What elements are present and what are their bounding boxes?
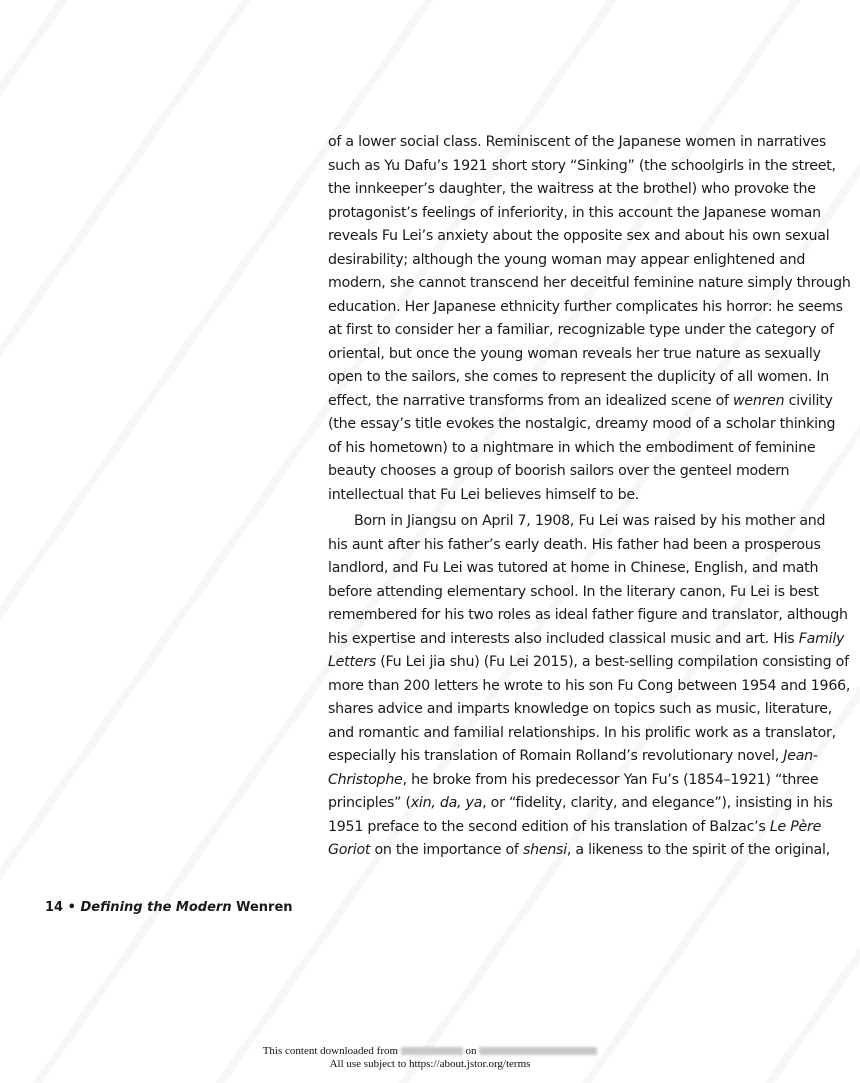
book-title-roman: Wenren	[236, 900, 293, 915]
text-line	[328, 390, 833, 414]
italic-term: Family	[798, 630, 845, 647]
text-line	[328, 202, 821, 226]
text-line	[328, 792, 833, 816]
italic-term: Christophe	[328, 771, 403, 788]
text-run: principles” (	[328, 795, 411, 811]
text-run: on the importance of	[370, 842, 523, 858]
text-line	[328, 557, 819, 581]
text-line	[328, 319, 834, 343]
text-line	[328, 272, 851, 296]
text-run: (the essay’s title evokes the nostalgic, dreamy mood of a scholar thinking	[328, 416, 836, 432]
italic-term: Jean-	[783, 748, 818, 764]
italic-term: xin, da, ya	[410, 795, 483, 811]
text-run: open to the sailors, she comes to represent the duplicity of all women. In	[328, 369, 830, 385]
text-run: beauty chooses a group of boorish sailors over the genteel modern	[328, 463, 790, 479]
text-run: education. Her Japanese ethnicity further complicates his horror: he seems	[328, 298, 843, 315]
text-line	[328, 722, 836, 746]
text-run: intellectual that Fu Lei believes himself to be.	[328, 486, 640, 503]
text-line	[328, 296, 843, 320]
text-run: his expertise and interests also included classical music and art. His	[328, 630, 799, 647]
text-line	[328, 460, 790, 484]
text-run: especially his translation of Romain Rolland’s revolutionary novel,	[328, 748, 784, 764]
book-title-italic: Defining the Modern	[80, 900, 232, 915]
text-line	[328, 131, 827, 155]
text-line	[328, 581, 819, 605]
download-on: on	[465, 1045, 477, 1057]
text-line	[328, 366, 830, 390]
terms-line: All use subject to https://about.jstor.org/terms	[329, 1058, 531, 1070]
text-run: his aunt after his father’s early death. His father had been a prosperous	[328, 536, 821, 553]
download-prefix: This content downloaded from	[262, 1045, 399, 1057]
text-line	[328, 343, 821, 367]
text-line	[328, 510, 826, 534]
paragraph	[328, 510, 851, 863]
paragraph	[328, 131, 851, 507]
text-run: the innkeeper’s daughter, the waitress at the brothel) who provoke the	[328, 181, 816, 197]
text-run: reveals Fu Lei’s anxiety about the opposite sex and about his own sexual	[328, 228, 830, 244]
text-line	[328, 413, 836, 437]
page-number: 14	[45, 900, 64, 915]
text-line	[328, 839, 830, 863]
text-line	[328, 178, 816, 202]
text-run: of a lower social class. Reminiscent of the Japanese women in narratives	[328, 134, 827, 150]
text-line	[328, 675, 851, 699]
italic-term: Le Père	[769, 818, 822, 835]
text-run: before attending elementary school. In the literary canon, Fu Lei is best	[328, 583, 819, 600]
text-run: , or “fidelity, clarity, and elegance”), insisting in his	[482, 795, 833, 811]
text-line	[328, 816, 822, 840]
text-line	[328, 745, 818, 769]
text-run: such as Yu Dafu’s 1921 short story “Sinking” (the schoolgirls in the street,	[328, 157, 836, 174]
text-run: desirability; although the young woman may appear enlightened and	[328, 251, 806, 268]
text-line	[328, 698, 833, 722]
text-run: Born in Jiangsu on April 7, 1908, Fu Lei was raised by his mother and	[354, 513, 826, 529]
text-run: effect, the narrative transforms from an idealized scene of	[328, 392, 734, 409]
italic-term: wenren	[733, 392, 785, 409]
text-run: of his hometown) to a nightmare in which the embodiment of feminine	[328, 439, 816, 456]
text-run: 1951 preface to the second edition of his translation of Balzac’s	[328, 818, 770, 835]
italic-term: Goriot	[328, 842, 371, 858]
text-run: (Fu Lei jia shu) (Fu Lei 2015), a best-selling compilation consisting of	[375, 654, 849, 670]
text-line	[328, 769, 819, 793]
text-line	[328, 651, 849, 675]
text-line	[328, 249, 806, 273]
text-line	[328, 484, 784, 508]
text-run: oriental, but once the young woman reveals her true nature as sexually	[328, 345, 821, 362]
text-run: landlord, and Fu Lei was tutored at home in Chinese, English, and math	[328, 560, 819, 576]
text-line	[328, 534, 821, 558]
text-line	[328, 155, 836, 179]
text-line	[328, 628, 845, 652]
body-text	[328, 131, 851, 863]
running-footer	[45, 900, 293, 915]
italic-term: shensi	[522, 842, 567, 858]
text-run: protagonist’s feelings of inferiority, in this account the Japanese woman	[328, 204, 821, 221]
download-line	[0, 1045, 860, 1058]
text-run: , he broke from his predecessor Yan Fu’s (1854–1921) “three	[402, 771, 819, 788]
redacted-timestamp	[479, 1047, 597, 1055]
text-run: shares advice and imparts knowledge on topics such as music, literature,	[328, 701, 833, 717]
text-run: civility	[784, 392, 833, 409]
text-run: remembered for his two roles as ideal father figure and translator, although	[328, 607, 848, 623]
text-run: more than 200 letters he wrote to his son Fu Cong between 1954 and 1966,	[328, 677, 851, 694]
text-run: at first to consider her a familiar, recognizable type under the category of	[328, 322, 834, 338]
text-run: and romantic and familial relationships. In his prolific work as a translator,	[328, 724, 836, 741]
text-run: , a likeness to the spirit of the original,	[566, 842, 830, 858]
text-line	[328, 225, 830, 249]
text-line	[328, 437, 816, 461]
redacted-ip	[401, 1047, 463, 1055]
text-run: modern, she cannot transcend her deceitful feminine nature simply through	[328, 275, 851, 291]
bullet-separator: •	[67, 900, 76, 915]
jstor-notice	[0, 1045, 860, 1071]
text-line	[328, 604, 848, 628]
italic-term: Letters	[328, 654, 376, 670]
